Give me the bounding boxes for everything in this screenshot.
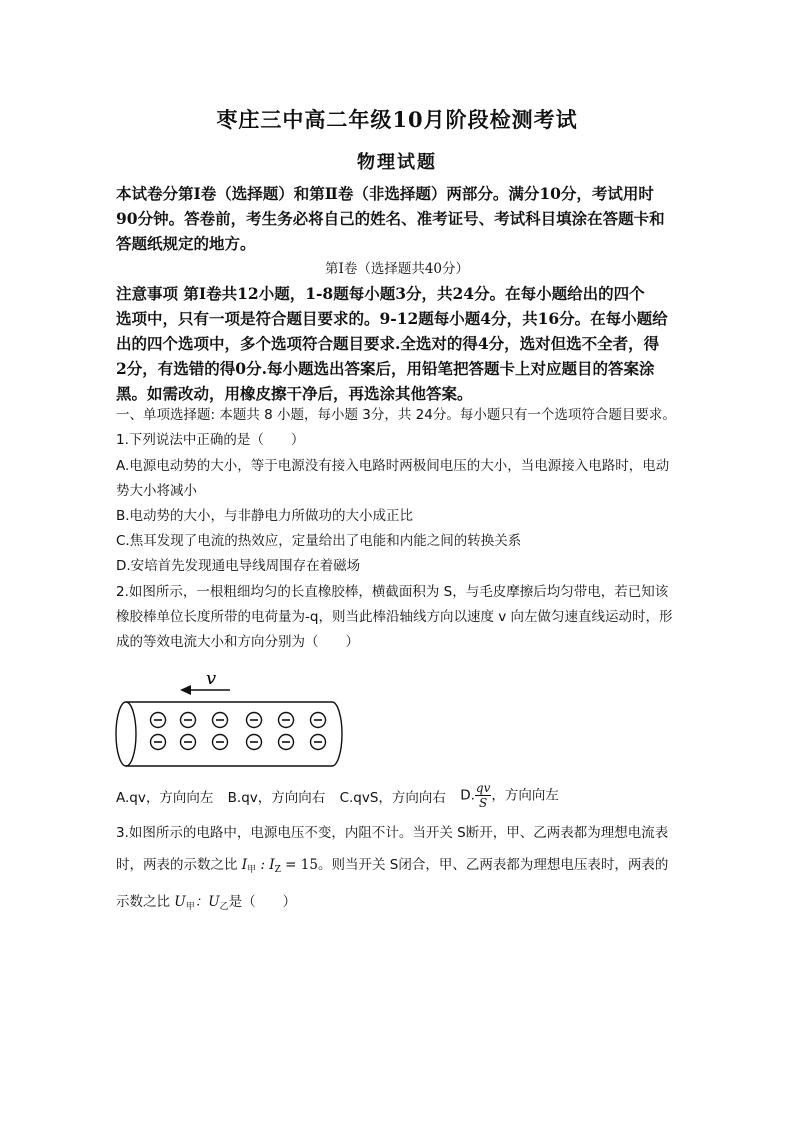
- velocity-arrowhead: [180, 685, 191, 695]
- notice-line: 黑。如需改动，用橡皮擦干净后，再选涂其他答案。: [116, 384, 473, 403]
- intro-line: 90分钟。答卷前，考生务必将自己的姓名、准考证号、考试科目填涂在答题卡和: [116, 209, 665, 228]
- math-symbol: : I: [256, 857, 275, 873]
- q2-option-d-suffix: ，方向向左: [491, 787, 559, 804]
- math-subscript: 乙: [219, 902, 229, 912]
- math-subscript: Z: [274, 865, 281, 875]
- q3-stem: [116, 817, 688, 923]
- q2-option-d: [460, 781, 559, 810]
- q2-option-d-fraction: [475, 781, 491, 810]
- notice-paragraph: [116, 281, 684, 406]
- notice-line: 注意事项 第Ⅰ卷共12小题，1-8题每小题3分，共24分。在每小题给出的四个: [116, 284, 645, 303]
- rod-right-end: [332, 702, 342, 766]
- notice-line: 选项中，只有一项是符合题目要求的。9-12题每小题4分，共16分。在每小题给: [116, 309, 668, 328]
- math-symbol: ：U: [194, 894, 220, 910]
- exam-title: 枣庄三中高二年级10月阶段检测考试: [216, 107, 578, 132]
- q1-option-b: B.电动势的大小，与非静电力所做功的大小成正比: [116, 508, 414, 524]
- math-subscript: 甲: [185, 902, 195, 912]
- fraction-denominator: S: [479, 796, 488, 810]
- fraction-numerator: qv: [475, 781, 491, 795]
- negative-charges: [151, 713, 326, 750]
- q2-stem-line: 成的等效电流大小和方向分别为（ ）: [116, 634, 359, 650]
- intro-line: 本试卷分第Ⅰ卷（选择题）和第Ⅱ卷（非选择题）两部分。满分10分，考试用时: [116, 184, 654, 203]
- q2-option-b: B.qv，方向向右: [227, 789, 326, 806]
- q2-option-d-prefix: D.: [460, 787, 475, 804]
- notice-line: 出的四个选项中，多个选项符合题目要求.全选对的得4分，选对但选不全者，得: [116, 334, 660, 353]
- q3-line1: 3.如图所示的电路中，电源电压不变，内阻不计。当开关 S断开，甲、乙两表都为理想电流表: [116, 825, 669, 841]
- q1-option-a: A.电源电动势的大小，等于电源没有接入电路时两极间电压的大小，当电源接入电路时，电动: [116, 458, 670, 474]
- notice-line: 2分，有选错的得0分.每小题选出答案后，用铅笔把答题卡上对应题目的答案涂: [116, 359, 655, 378]
- q2-options: [116, 781, 559, 810]
- q3-text: 是（ ）: [228, 894, 297, 910]
- q2-option-c: C.qvS，方向向右: [339, 789, 446, 806]
- rubber-rod-figure: [112, 664, 352, 774]
- section-header: 第Ⅰ卷（选择题共40分）: [324, 261, 469, 277]
- q3-current-ratio: [242, 857, 318, 873]
- q1-stem: 1.下列说法中正确的是（ ）: [116, 432, 305, 448]
- q1-option-d: D.安培首先发现通电导线周围存在着磁场: [116, 558, 361, 574]
- q3-line3: [116, 886, 688, 923]
- part1-heading: 一、单项选择题: 本题共 8 小题，每小题 3分，共 24分。每小题只有一个选项符合题目要求。: [116, 407, 676, 423]
- velocity-label: v: [206, 668, 217, 689]
- q3-voltage-ratio: [174, 894, 228, 910]
- math-subscript: 甲: [247, 865, 257, 875]
- exam-subtitle: 物理试题: [357, 152, 437, 173]
- intro-paragraph: [116, 181, 684, 256]
- q3-text: 。则当开关 S闭合，甲、乙两表都为理想电压表时，两表的: [317, 857, 669, 873]
- q1-option-c: C.焦耳发现了电流的热效应，定量给出了电能和内能之间的转换关系: [116, 533, 522, 549]
- q2-option-a: A.qv，方向向左: [116, 789, 214, 806]
- rod-left-end: [116, 702, 136, 766]
- math-symbol: I: [241, 857, 248, 873]
- q3-text: 示数之比: [116, 894, 175, 910]
- intro-line: 答题纸规定的地方。: [116, 234, 256, 253]
- math-symbol: U: [174, 894, 186, 910]
- q3-text: 时，两表的示数之比: [116, 857, 242, 873]
- q2-stem-line: 2.如图所示，一根粗细均匀的长直橡胶棒，横截面积为 S，与毛皮摩擦后均匀带电，若已知该: [116, 584, 669, 600]
- q2-stem-line: 橡胶棒单位长度所带的电荷量为-q，则当此棒沿轴线方向以速度 v 向左做匀速直线运动时，形: [116, 609, 673, 625]
- math-value: = 15: [280, 857, 318, 873]
- q1-option-a-cont: 势大小将减小: [116, 483, 197, 499]
- q3-line2: [116, 849, 688, 886]
